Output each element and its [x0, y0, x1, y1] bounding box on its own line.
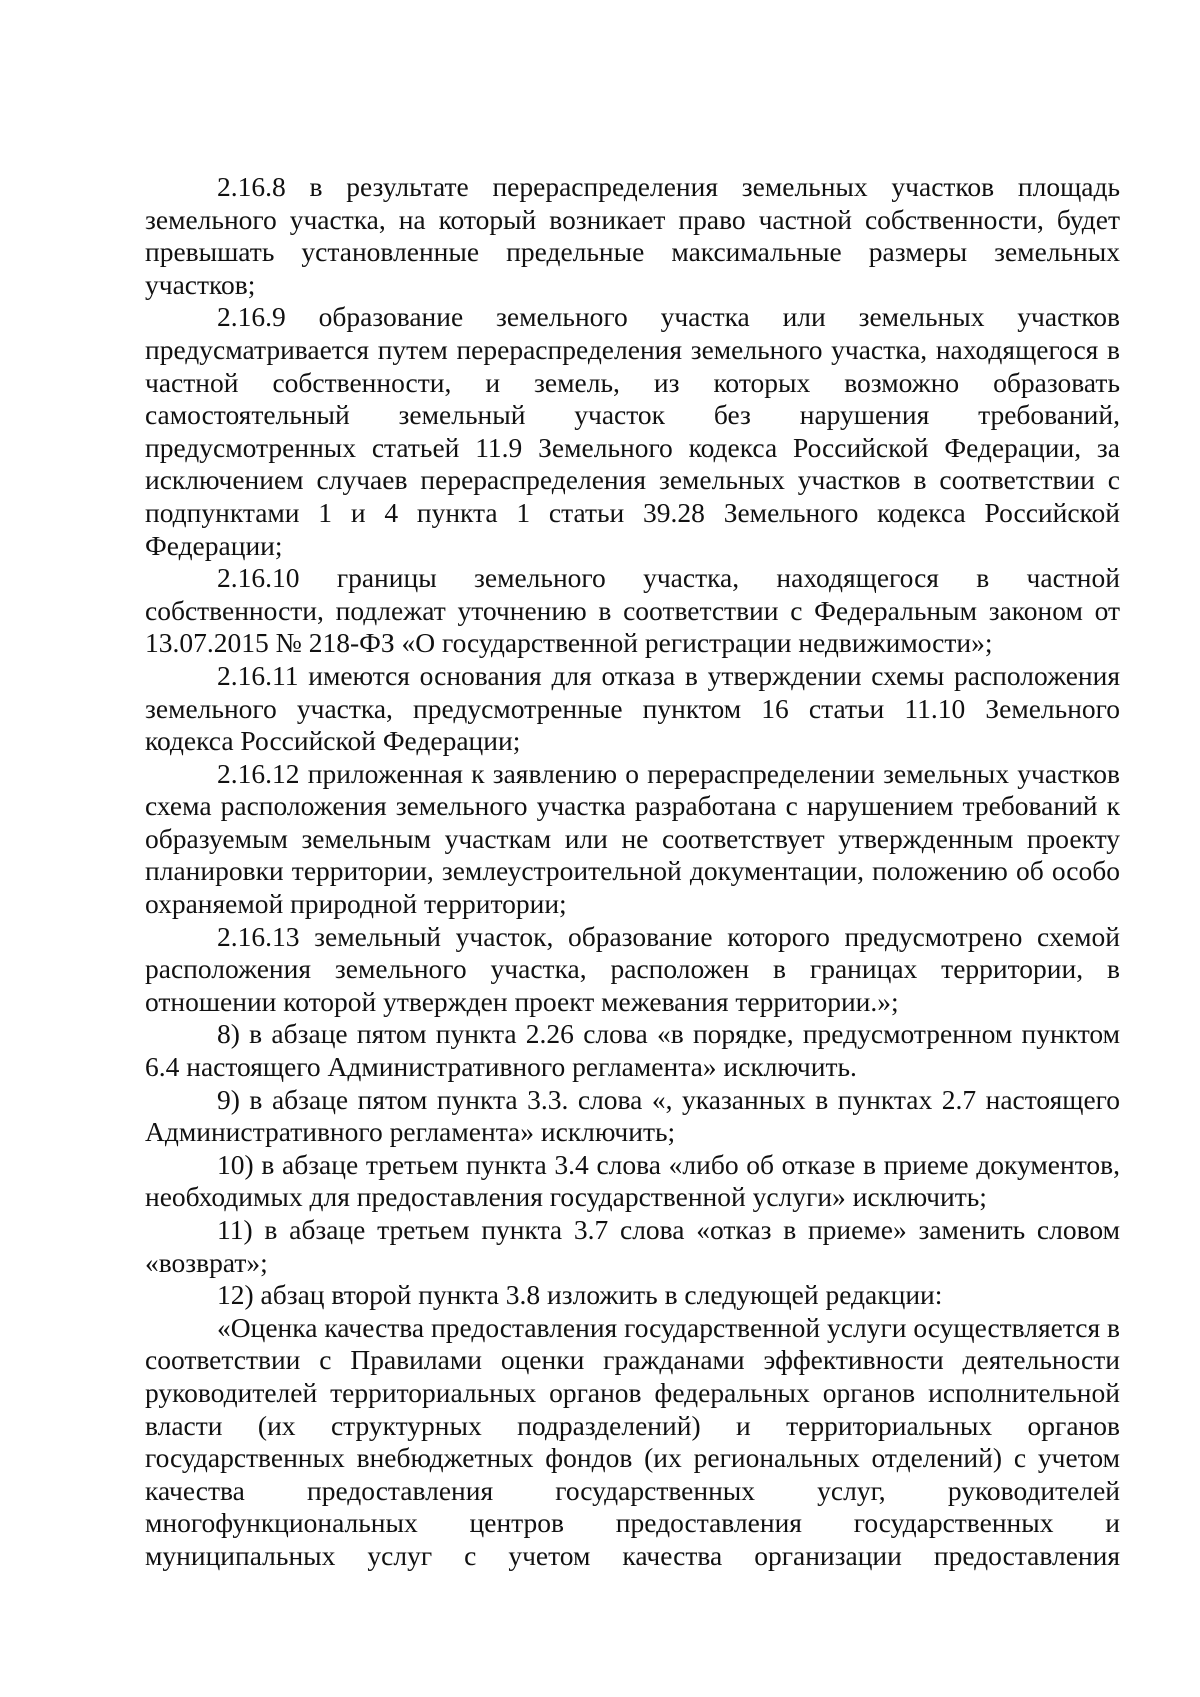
paragraph-2-16-9: 2.16.9 образование земельного участка или земельных участков предусматривается путем перераспределения земельного участка, находящегося в частной собственности, и земель, из которых возможно образовать самостоятельный земельный участок без нарушения требований, предусмотренных статьей 11.9 Земельного кодекса Российской Федерации, за исключением случаев перераспределения земельных участков в соответствии с подпунктами 1 и 4 пункта 1 статьи 39.28 Земельного кодекса Российской Федерации;: [145, 301, 1120, 561]
paragraph-item-9: 9) в абзаце пятом пункта 3.3. слова «, указанных в пунктах 2.7 настоящего Административного регламента» исключить;: [145, 1083, 1120, 1148]
paragraph-2-16-11: 2.16.11 имеются основания для отказа в утверждении схемы расположения земельного участка, предусмотренные пунктом 16 статьи 11.10 Земельного кодекса Российской Федерации;: [145, 659, 1120, 757]
paragraph-2-16-8: 2.16.8 в результате перераспределения земельных участков площадь земельного участка, на который возникает право частной собственности, будет превышать установленные предельные максимальные размеры земельных участков;: [145, 171, 1120, 300]
paragraph-quality-assessment: «Оценка качества предоставления государственной услуги осуществляется в соответствии с Правилами оценки гражданами эффективности деятельности руководителей территориальных органов федеральных органов исполнительной власти (их структурных подразделений) и территориальных органов государственных внебюджетных фондов (их региональных отделений) с учетом качества предоставления государственных услуг, руководителей многофункциональных центров предоставления государственных и муниципальных услуг с учетом качества организации предоставления: [145, 1311, 1120, 1571]
paragraph-item-11: 11) в абзаце третьем пункта 3.7 слова «отказ в приеме» заменить словом «возврат»;: [145, 1214, 1120, 1278]
paragraph-item-12: 12) абзац второй пункта 3.8 изложить в следующей редакции:: [217, 1279, 943, 1311]
paragraph-item-10: 10) в абзаце третьем пункта 3.4 слова «либо об отказе в приеме документов, необходимых для предоставления государственной услуги» исключить;: [145, 1148, 1120, 1213]
paragraph-2-16-13: 2.16.13 земельный участок, образование которого предусмотрено схемой расположения земельного участка, расположен в границах территории, в отношении которой утвержден проект межевания территории.»;: [145, 920, 1120, 1017]
paragraph-2-16-10: 2.16.10 границы земельного участка, находящегося в частной собственности, подлежат уточнению в соответствии с Федеральным законом от 13.07.2015 № 218-ФЗ «О государственной регистрации недвижимости»;: [145, 562, 1120, 659]
paragraph-item-8: 8) в абзаце пятом пункта 2.26 слова «в порядке, предусмотренном пунктом 6.4 настоящего Административного регламента» исключить.: [145, 1018, 1120, 1083]
paragraph-2-16-12: 2.16.12 приложенная к заявлению о перераспределении земельных участков схема расположения земельного участка разработана с нарушением требований к образуемым земельным участкам или не соответствует утвержденным проекту планировки территории, землеустроительной документации, положению об особо охраняемой природной территории;: [145, 757, 1120, 920]
document-page: [145, 171, 1120, 1573]
